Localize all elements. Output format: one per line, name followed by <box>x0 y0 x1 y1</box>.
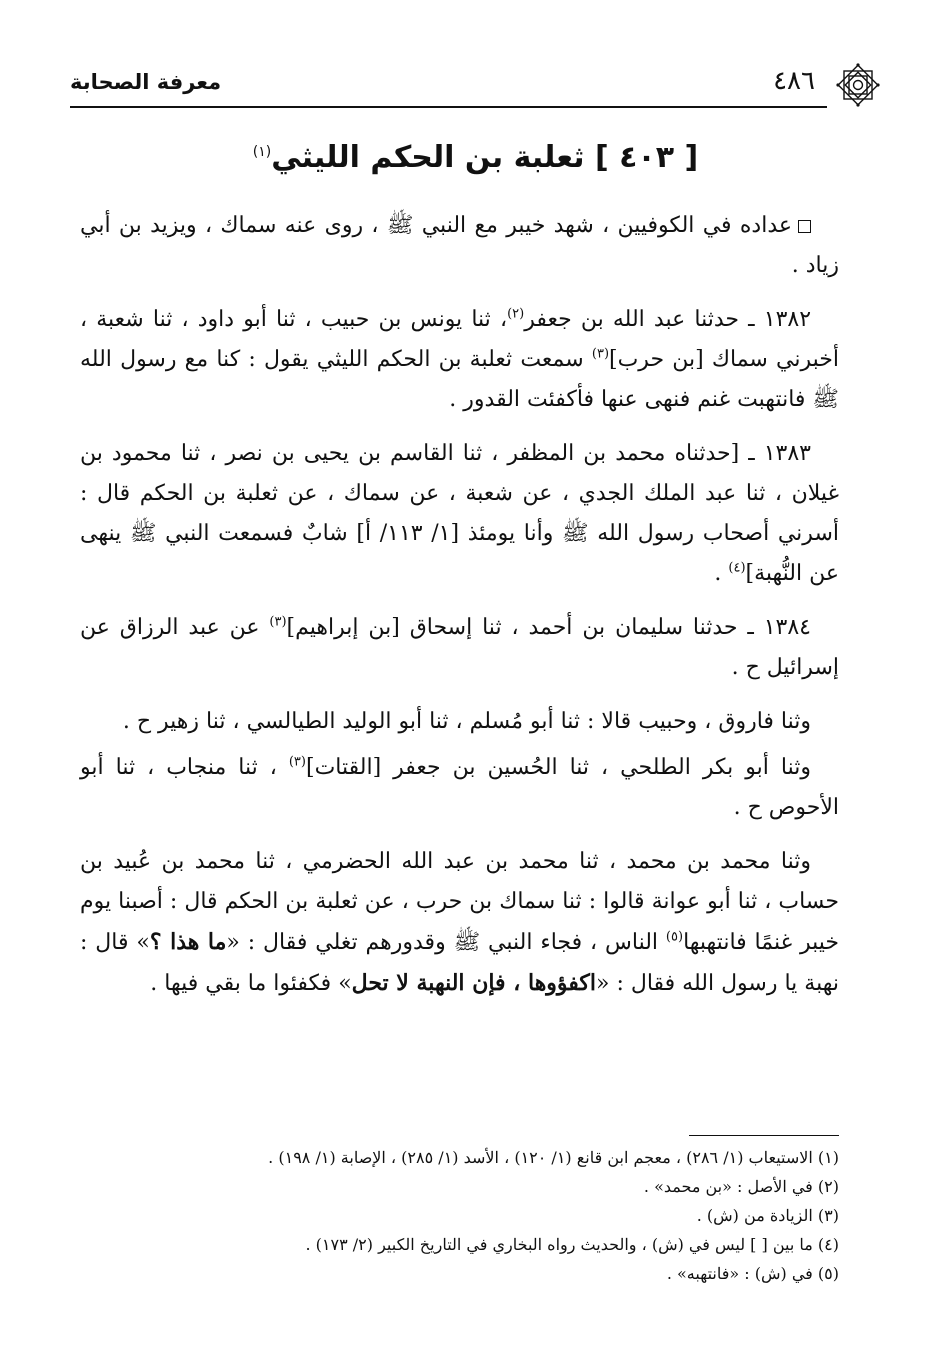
footnote-ref: (٣) <box>288 754 306 770</box>
footnote: (١) الاستيعاب (١/ ٢٨٦) ، معجم ابن قانع (١/ ١٢٠) ، الأسد (١/ ٢٨٥) ، الإصابة (١/ ١٩٨) . <box>268 1148 839 1167</box>
text-segment: الناس ، فجاء النبي ﷺ وقدورهم تغلي فقال : « <box>226 930 666 955</box>
footnote: (٤) ما بين [ ] ليس في (ش) ، والحديث رواه البخاري في التاريخ الكبير (٢/ ١٧٣) . <box>305 1235 839 1254</box>
prophetic-quote: ما هذا ؟ <box>149 929 227 955</box>
main-text <box>80 206 839 1018</box>
text-segment: ١٣٨٢ ـ حدثنا عبد الله بن جعفر <box>524 307 812 332</box>
text-segment: عن عبد الرزاق عن إسرائيل ح . <box>80 615 839 680</box>
footnote-divider <box>689 1135 839 1136</box>
heading-bracket-open: [ <box>684 140 699 175</box>
chapter-heading <box>80 140 871 175</box>
page-number: ٤٨٦ <box>773 66 815 96</box>
footnote: (٥) في (ش) : «فانتهبه» . <box>666 1264 839 1283</box>
text-segment: . <box>714 561 729 586</box>
chain-paragraph <box>80 748 839 828</box>
text-segment: وثنا محمد بن محمد ، ثنا محمد بن عبد الله الحضرمي ، ثنا محمد بن عُبيد بن حساب ، ثنا أبو عوانة قالوا : ثنا سماك بن حرب ، عن ثعلبة بن الحكم قال : أصبنا يوم خيبر غنمًا فانتهبها <box>80 849 840 955</box>
chain-paragraph: وثنا فاروق ، وحبيب قالا : ثنا أبو مُسلم ، ثنا أبو الوليد الطيالسي ، ثنا زهير ح . <box>122 709 811 734</box>
header-divider <box>70 106 827 108</box>
square-bullet-icon <box>798 220 811 233</box>
footnote-ref: (٣) <box>591 346 610 362</box>
hadith-1383-paragraph <box>80 434 839 594</box>
intro-text: عداده في الكوفيين ، شهد خيبر مع النبي ﷺ ، روى عنه سماك ، ويزيد بن أبي زياد . <box>80 213 839 278</box>
text-segment: ، ثنا منجاب ، ثنا أبو الأحوص ح . <box>80 755 839 820</box>
footnote-ref: (٢) <box>507 306 525 322</box>
text-segment: » قال : نهبة يا رسول الله فقال : « <box>80 930 839 996</box>
heading-number: ٤٠٣ <box>619 140 675 175</box>
text-segment: ، ثنا يونس بن حبيب ، ثنا أبو داود ، ثنا شعبة ، أخبرني سماك [بن حرب] <box>80 307 839 372</box>
text-segment: سمعت ثعلبة بن الحكم الليثي يقول : كنا مع رسول الله ﷺ فانتهبت غنم فنهى عنها فأكفئت القدور . <box>80 347 839 412</box>
footnote-ref: (٥) <box>665 929 684 945</box>
book-title: معرفة الصحابة <box>70 70 222 94</box>
running-header <box>70 62 881 102</box>
text-segment: وثنا أبو بكر الطلحي ، ثنا الحُسين بن جعفر [القتات] <box>305 755 811 780</box>
footnote-ref: (٤) <box>728 560 746 576</box>
footnote: (٣) الزيادة من (ش) . <box>696 1206 839 1225</box>
heading-footnote-ref: (١) <box>252 144 272 160</box>
hadith-1384-paragraph <box>80 608 839 688</box>
footnote: (٢) في الأصل : «بن محمد» . <box>643 1177 839 1196</box>
footnotes <box>80 1143 839 1288</box>
text-segment: ١٣٨٣ ـ [حدثناه محمد بن المظفر ، ثنا القاسم بن يحيى بن نصر ، ثنا محمود بن غيلان ، ثنا عبد الملك الجدي ، عن شعبة ، عن سماك ، عن ثعلبة بن الحكم قال : أسرني أصحاب رسول الله ﷺ وأنا يومئذ [١/ ١١٣/ أ] شابٌ فسمعت النبي ﷺ ينهى عن النُّهبة] <box>80 441 839 586</box>
intro-paragraph <box>80 206 839 286</box>
heading-bracket-close: ] <box>594 140 609 175</box>
text-segment: ١٣٨٤ ـ حدثنا سليمان بن أحمد ، ثنا إسحاق [بن إبراهيم] <box>286 615 811 640</box>
footnote-ref: (٣) <box>269 614 287 630</box>
hadith-1382-paragraph <box>80 300 839 420</box>
prophetic-quote: اكفؤوها ، فإن النهبة لا تحل <box>351 970 596 996</box>
chain-paragraph <box>80 842 839 1004</box>
islamic-star-ornament-icon <box>835 62 881 108</box>
text-segment: » فكفئوا ما بقي فيها . <box>150 971 352 996</box>
heading-title: ثعلبة بن الحكم الليثي <box>271 140 585 175</box>
